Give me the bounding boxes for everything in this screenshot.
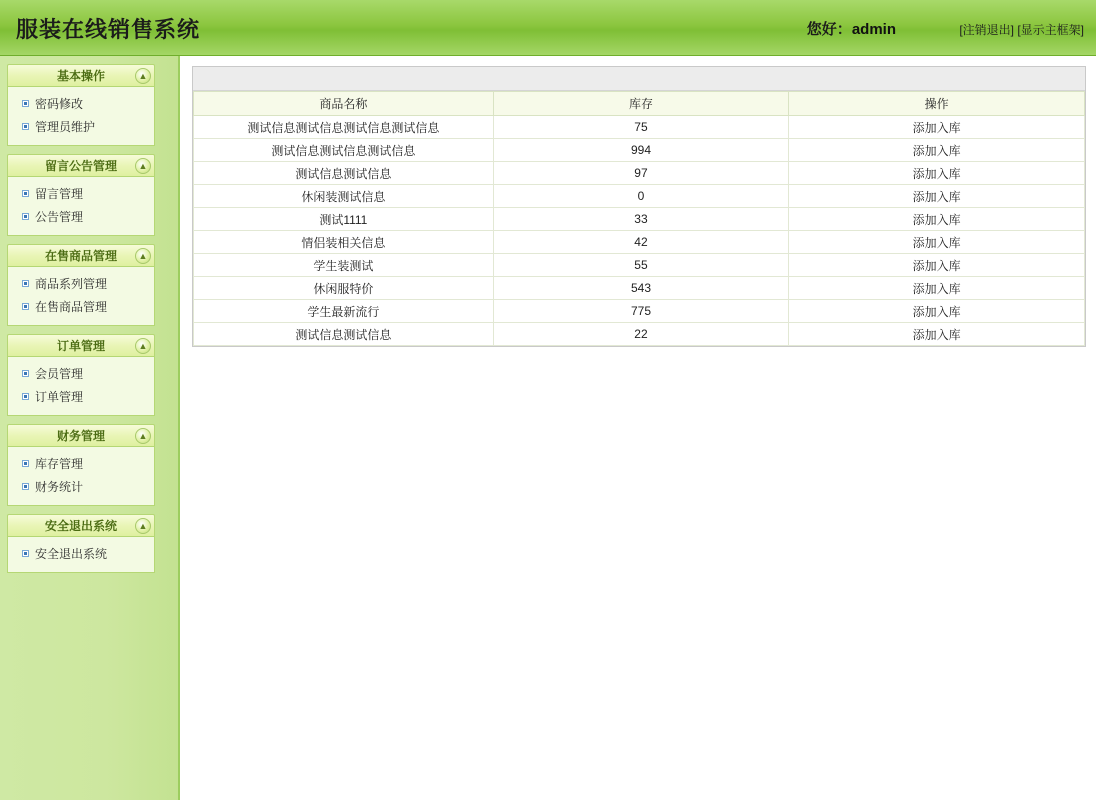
- sidebar-group-finance: [7, 424, 155, 506]
- sidebar-item-order-management[interactable]: [8, 386, 154, 409]
- cell-stock: 22: [493, 323, 789, 346]
- sidebar-item-label: 密码修改: [35, 97, 84, 111]
- column-header-product-name: 商品名称: [194, 92, 494, 116]
- sidebar-item-label: 管理员维护: [35, 120, 96, 134]
- cell-stock: 55: [493, 254, 789, 277]
- logout-link[interactable]: [注销退出]: [959, 23, 1014, 37]
- add-stock-link[interactable]: 添加入库: [912, 166, 961, 181]
- sidebar-group-title: 留言公告管理: [44, 159, 117, 173]
- sidebar-item-label: 订单管理: [35, 390, 84, 404]
- sidebar-item-label: 财务统计: [35, 480, 84, 494]
- main-content: [182, 56, 1096, 800]
- cell-product-name: 测试信息测试信息: [194, 323, 494, 346]
- chevron-up-icon[interactable]: ▲: [135, 428, 151, 444]
- table-row: [194, 185, 1085, 208]
- add-stock-link[interactable]: 添加入库: [912, 281, 961, 296]
- greeting-label: 您好：: [806, 21, 852, 38]
- cell-operation: [789, 139, 1085, 162]
- column-header-stock: 库存: [493, 92, 789, 116]
- sidebar-group-body: [7, 447, 155, 506]
- sidebar-group-message-notice: [7, 154, 155, 236]
- sidebar-group-header[interactable]: [7, 514, 155, 537]
- sidebar-item-inventory-management[interactable]: [8, 453, 154, 476]
- sidebar-group-header[interactable]: [7, 244, 155, 267]
- app-header: [0, 0, 1096, 56]
- cell-operation: [789, 277, 1085, 300]
- sidebar-item-label: 在售商品管理: [35, 300, 108, 314]
- cell-stock: 97: [493, 162, 789, 185]
- sidebar-group-title: 在售商品管理: [44, 249, 117, 263]
- cell-stock: 543: [493, 277, 789, 300]
- sidebar-group-header[interactable]: [7, 64, 155, 87]
- sidebar-group-body: [7, 537, 155, 573]
- cell-stock: 33: [493, 208, 789, 231]
- table-row: [194, 139, 1085, 162]
- cell-product-name: 测试信息测试信息测试信息: [194, 139, 494, 162]
- cell-operation: [789, 162, 1085, 185]
- sidebar-group-body: [7, 267, 155, 326]
- chevron-up-icon[interactable]: ▲: [135, 518, 151, 534]
- sidebar-group-body: [7, 87, 155, 146]
- add-stock-link[interactable]: 添加入库: [912, 120, 961, 135]
- add-stock-link[interactable]: 添加入库: [912, 212, 961, 227]
- sidebar-item-product-series-management[interactable]: [8, 273, 154, 296]
- sidebar-item-label: 留言管理: [35, 187, 84, 201]
- cell-stock: 994: [493, 139, 789, 162]
- page-title: 服装在线销售系统: [16, 17, 201, 42]
- add-stock-link[interactable]: 添加入库: [912, 327, 961, 342]
- add-stock-link[interactable]: 添加入库: [912, 189, 961, 204]
- sidebar-group-title: 订单管理: [56, 339, 105, 353]
- column-header-operation: 操作: [789, 92, 1085, 116]
- cell-product-name: 学生装测试: [194, 254, 494, 277]
- bullet-icon: [22, 123, 29, 130]
- sidebar-item-password-change[interactable]: [8, 93, 154, 116]
- cell-stock: 775: [493, 300, 789, 323]
- sidebar-item-label: 公告管理: [35, 210, 84, 224]
- sidebar-item-message-management[interactable]: [8, 183, 154, 206]
- sidebar-group-on-sale-products: [7, 244, 155, 326]
- sidebar-group-order: [7, 334, 155, 416]
- sidebar-item-on-sale-product-management[interactable]: [8, 296, 154, 319]
- sidebar-group-title: 安全退出系统: [44, 519, 117, 533]
- sidebar-group-title: 基本操作: [56, 69, 105, 83]
- add-stock-link[interactable]: 添加入库: [912, 143, 961, 158]
- cell-product-name: 测试信息测试信息测试信息测试信息: [194, 116, 494, 139]
- sidebar-item-label: 商品系列管理: [35, 277, 108, 291]
- bullet-icon: [22, 213, 29, 220]
- cell-stock: 75: [493, 116, 789, 139]
- cell-operation: [789, 300, 1085, 323]
- table-row: [194, 208, 1085, 231]
- cell-operation: [789, 208, 1085, 231]
- cell-product-name: 休闲装测试信息: [194, 185, 494, 208]
- cell-product-name: 休闲服特价: [194, 277, 494, 300]
- table-row: [194, 277, 1085, 300]
- sidebar-group-body: [7, 177, 155, 236]
- sidebar-item-admin-maintenance[interactable]: [8, 116, 154, 139]
- table-row: [194, 116, 1085, 139]
- sidebar-item-label: 安全退出系统: [35, 547, 108, 561]
- cell-operation: [789, 116, 1085, 139]
- show-main-frame-link[interactable]: [显示主框架]: [1017, 23, 1084, 37]
- table-row: [194, 254, 1085, 277]
- bullet-icon: [22, 460, 29, 467]
- cell-operation: [789, 231, 1085, 254]
- bullet-icon: [22, 370, 29, 377]
- sidebar-item-safe-exit[interactable]: [8, 543, 154, 566]
- header-links: [959, 21, 1084, 38]
- bullet-icon: [22, 550, 29, 557]
- sidebar-group-basic: [7, 64, 155, 146]
- chevron-up-icon[interactable]: ▲: [135, 68, 151, 84]
- bullet-icon: [22, 483, 29, 490]
- sidebar-item-label: 会员管理: [35, 367, 84, 381]
- chevron-up-icon[interactable]: ▲: [135, 338, 151, 354]
- cell-product-name: 测试信息测试信息: [194, 162, 494, 185]
- chevron-up-icon[interactable]: ▲: [135, 158, 151, 174]
- cell-stock: 42: [493, 231, 789, 254]
- sidebar-group-title: 财务管理: [56, 429, 105, 443]
- sidebar-group-header[interactable]: [7, 154, 155, 177]
- current-username: admin: [851, 21, 896, 38]
- table-row: [194, 300, 1085, 323]
- greeting: [807, 18, 896, 39]
- sidebar-item-finance-statistics[interactable]: [8, 476, 154, 499]
- table-header-row: [194, 92, 1085, 116]
- sidebar-group-exit: [7, 514, 155, 573]
- cell-operation: [789, 323, 1085, 346]
- table-row: [194, 231, 1085, 254]
- table-row: [194, 323, 1085, 346]
- inventory-table: [193, 91, 1085, 346]
- bullet-icon: [22, 100, 29, 107]
- sidebar-group-header[interactable]: [7, 334, 155, 357]
- add-stock-link[interactable]: 添加入库: [912, 258, 961, 273]
- bullet-icon: [22, 303, 29, 310]
- cell-stock: 0: [493, 185, 789, 208]
- bullet-icon: [22, 280, 29, 287]
- add-stock-link[interactable]: 添加入库: [912, 304, 961, 319]
- sidebar-item-label: 库存管理: [35, 457, 84, 471]
- sidebar-item-member-management[interactable]: [8, 363, 154, 386]
- bullet-icon: [22, 190, 29, 197]
- sidebar-group-header[interactable]: [7, 424, 155, 447]
- cell-product-name: 情侣装相关信息: [194, 231, 494, 254]
- cell-product-name: 测试1111: [194, 208, 494, 231]
- bullet-icon: [22, 393, 29, 400]
- cell-operation: [789, 254, 1085, 277]
- table-row: [194, 162, 1085, 185]
- cell-product-name: 学生最新流行: [194, 300, 494, 323]
- sidebar-item-notice-management[interactable]: [8, 206, 154, 229]
- add-stock-link[interactable]: 添加入库: [912, 235, 961, 250]
- chevron-up-icon[interactable]: ▲: [135, 248, 151, 264]
- cell-operation: [789, 185, 1085, 208]
- sidebar-group-body: [7, 357, 155, 416]
- sidebar: [0, 56, 180, 800]
- panel-toolbar: [193, 67, 1085, 91]
- inventory-panel: [192, 66, 1086, 347]
